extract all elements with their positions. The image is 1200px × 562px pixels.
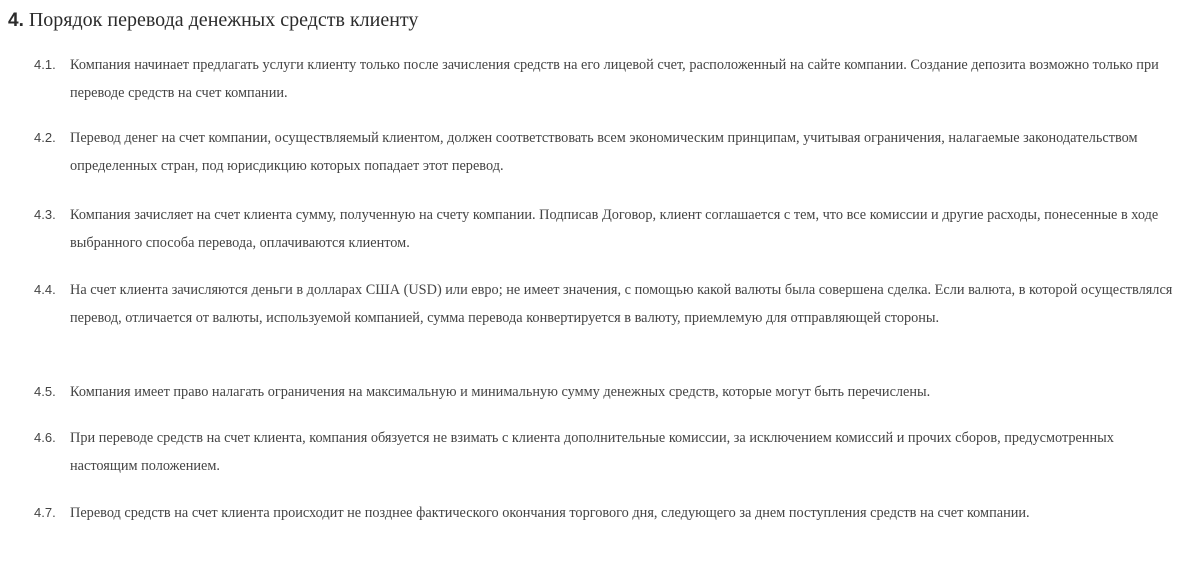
clause-text: На счет клиента зачисляются деньги в долларах США (USD) или евро; не имеет значения, с помощью какой валюты была совершена сделка. Если валюта, в которой осуществлялся перевод, отличается от валюты, используемой компанией, сумма перевода конвертируется в валюту, приемлемую для отправляющей стороны. — [70, 282, 1173, 326]
clause-number: 4.1. — [34, 57, 56, 72]
clause-number: 4.3. — [34, 207, 56, 222]
clause-number: 4.2. — [34, 130, 56, 145]
clause-number: 4.6. — [34, 430, 56, 445]
section-heading — [8, 6, 418, 35]
clause-number: 4.4. — [34, 282, 56, 297]
clause-number: 4.5. — [34, 384, 56, 399]
clause-text: Перевод денег на счет компании, осуществляемый клиентом, должен соответствовать всем экономическим принципам, учитывая ограничения, налагаемые законодательством определенных стран, под юрисдикцию которых попадает этот перевод. — [70, 130, 1138, 174]
clause-text: Перевод средств на счет клиента происходит не позднее фактического окончания торгового дня, следующего за днем поступления средств на счет компании. — [70, 505, 1030, 521]
section-number: 4. — [8, 10, 24, 31]
clause-text: Компания зачисляет на счет клиента сумму, полученную на счету компании. Подписав Договор, клиент соглашается с тем, что все комиссии и другие расходы, понесенные в ходе выбранного способа перевода, оплачиваются клиентом. — [70, 207, 1159, 251]
clause-text: Компания начинает предлагать услуги клиенту только после зачисления средств на его лицевой счет, расположенный на сайте компании. Создание депозита возможно только при переводе средств на счет компании. — [70, 57, 1159, 101]
section-title: Порядок перевода денежных средств клиенту — [28, 9, 419, 31]
clause-text: При переводе средств на счет клиента, компания обязуется не взимать с клиента дополнительные комиссии, за исключением комиссий и прочих сборов, предусмотренных настоящим положением. — [70, 430, 1114, 474]
clause-text: Компания имеет право налагать ограничения на максимальную и минимальную сумму денежных средств, которые могут быть перечислены. — [70, 384, 931, 400]
clause-number: 4.7. — [34, 505, 56, 520]
